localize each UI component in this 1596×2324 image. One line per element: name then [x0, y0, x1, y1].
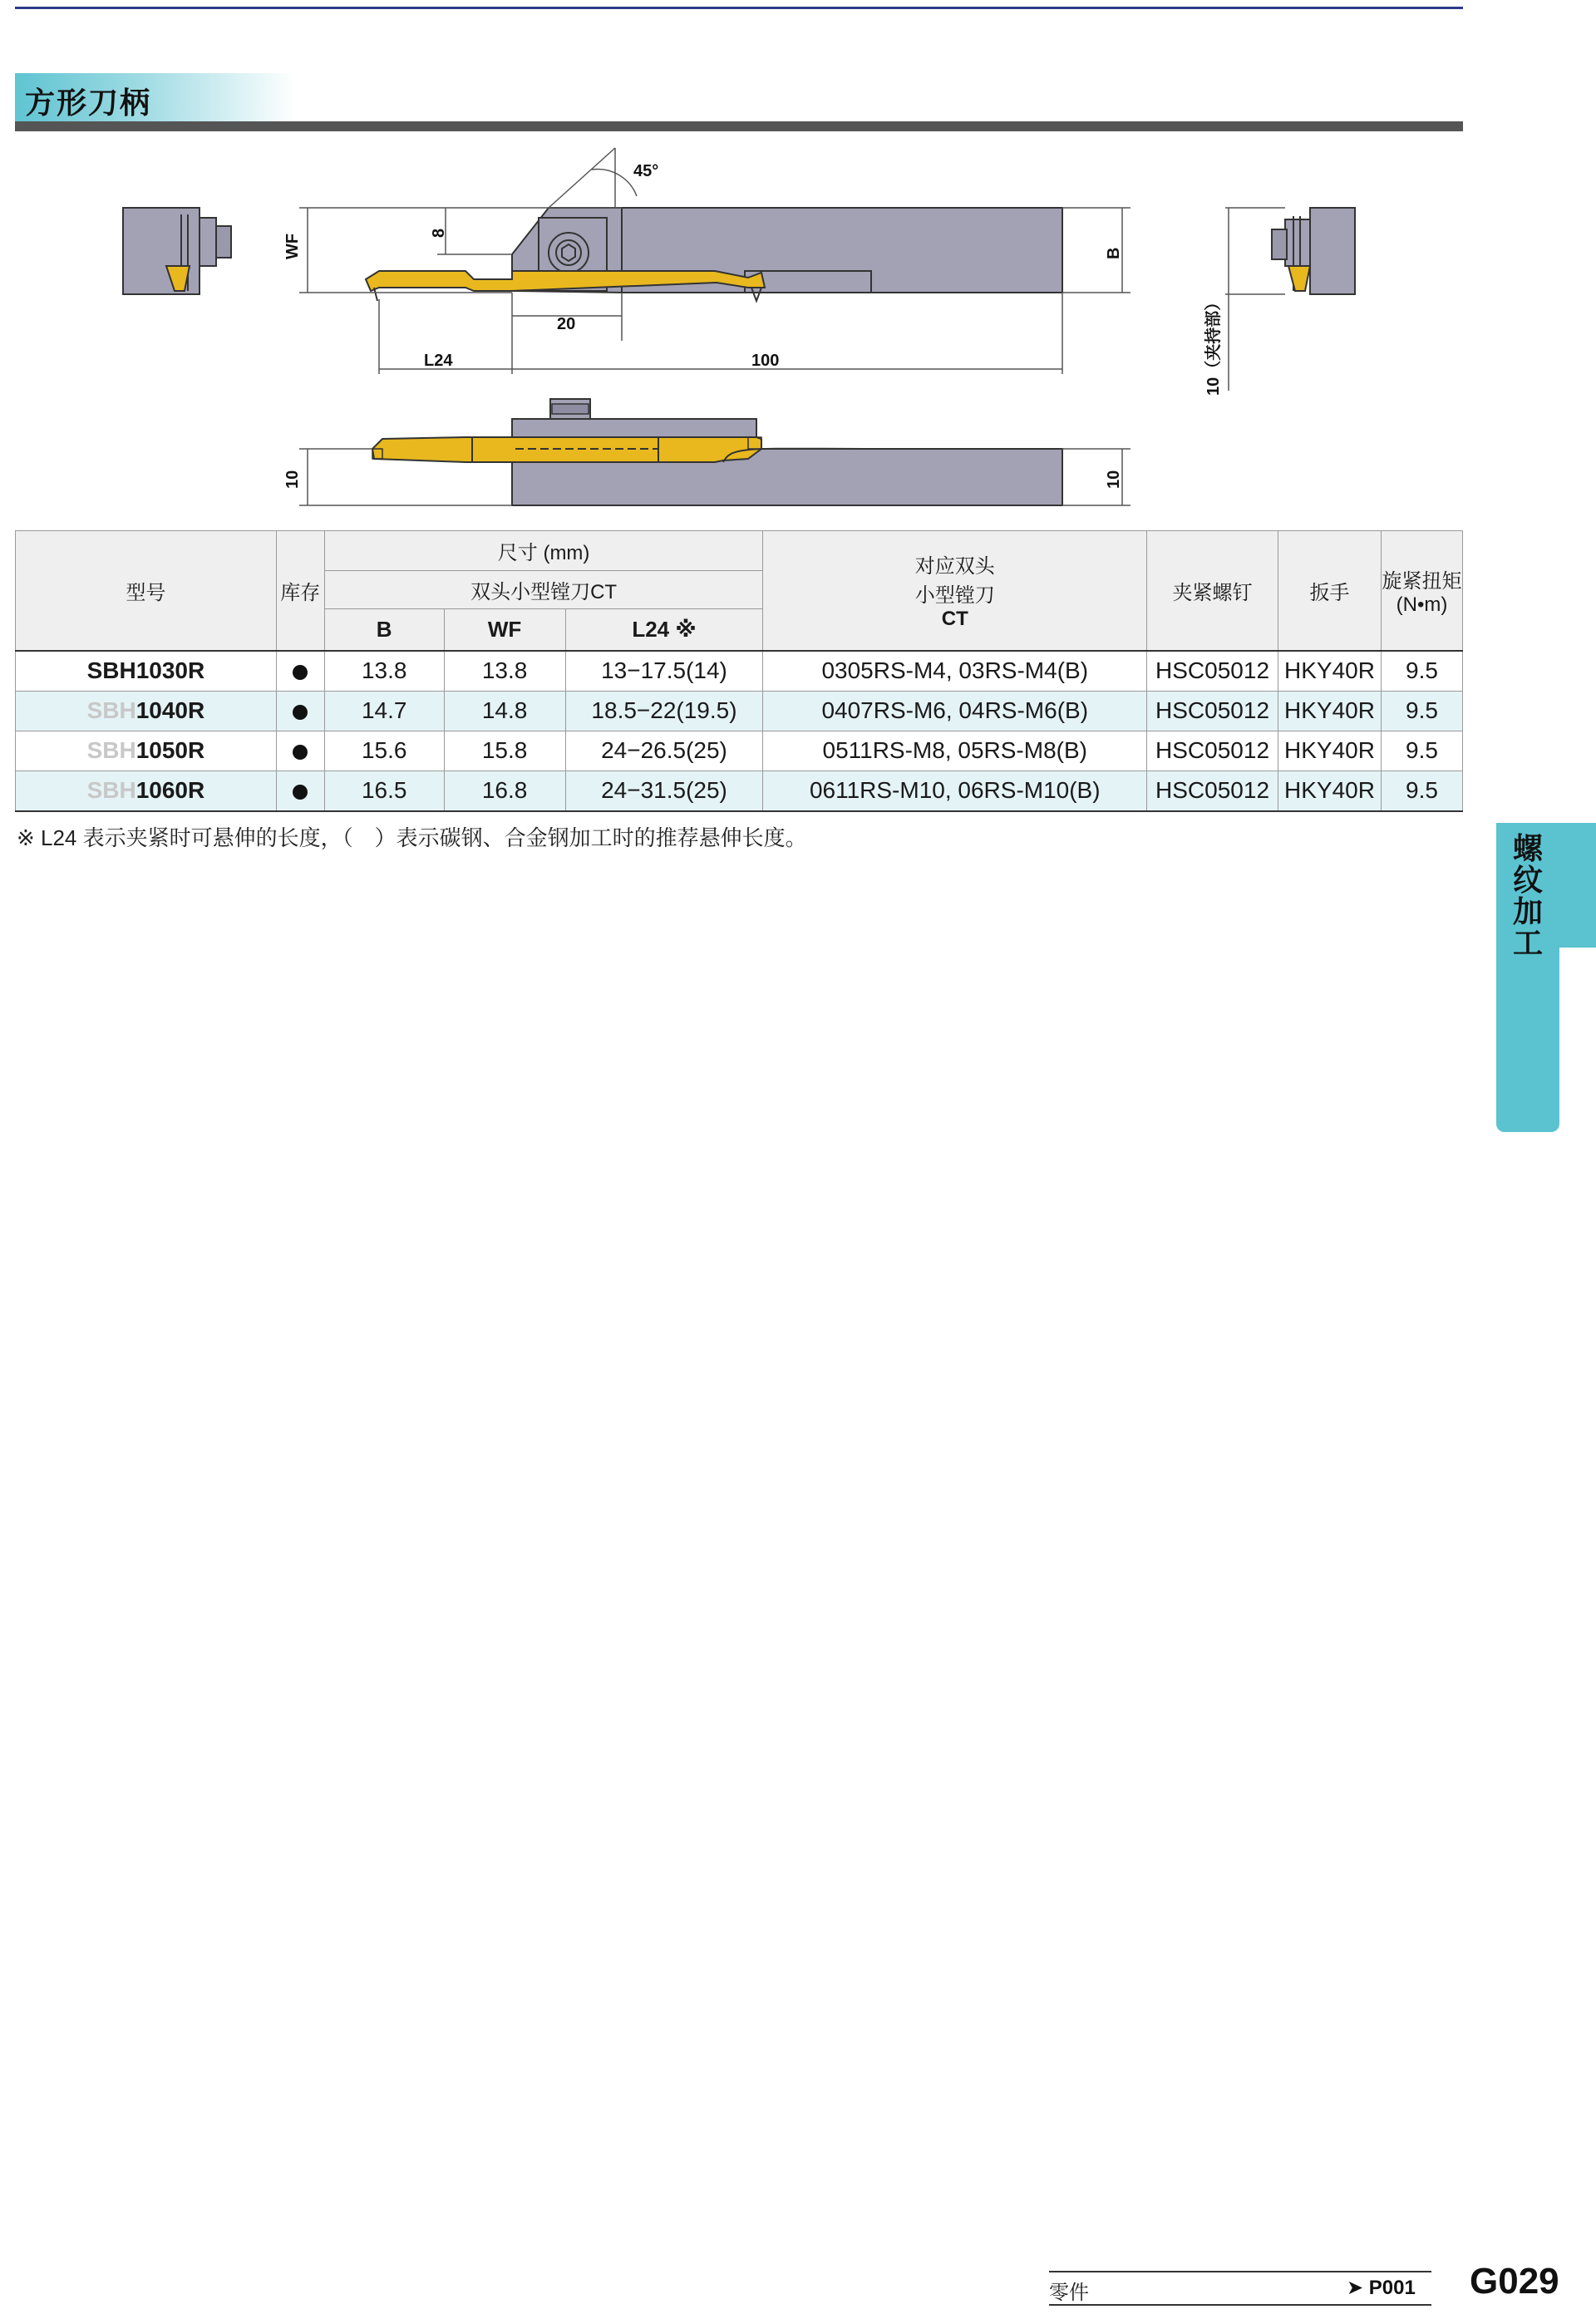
- stock-dot: [293, 665, 308, 680]
- header-model: 型号: [16, 531, 277, 651]
- model-suffix: 1050R: [135, 737, 205, 763]
- dim-ten-left: 10: [283, 470, 302, 489]
- header-ct-line3: CT: [941, 608, 968, 631]
- l24-cell: 18.5−22(19.5): [565, 691, 763, 731]
- ct-cell: 0407RS-M6, 04RS-M6(B): [763, 691, 1147, 731]
- torque-cell: 9.5: [1381, 651, 1462, 692]
- header-ct-line1: 对应双头: [914, 555, 995, 579]
- side-view-main: [299, 148, 1130, 374]
- header-torque-line1: 旋紧扭矩: [1382, 569, 1462, 593]
- stock-dot: [293, 785, 308, 800]
- dim-l24: L24: [424, 352, 453, 370]
- dim-ten-clamp: 10（夹持部）: [1204, 293, 1223, 396]
- model-suffix: 1040R: [135, 697, 205, 723]
- b-cell: 14.7: [324, 691, 444, 731]
- header-wrench: 扳手: [1278, 531, 1382, 651]
- torque-cell: 9.5: [1381, 731, 1462, 771]
- screw-cell: HSC05012: [1147, 771, 1278, 811]
- dim-twenty: 20: [557, 315, 576, 333]
- torque-cell: 9.5: [1381, 771, 1462, 811]
- page-number: G029: [1470, 2261, 1559, 2302]
- dim-wf: WF: [283, 233, 302, 259]
- dim-hundred: 100: [751, 352, 780, 370]
- screw-cell: HSC05012: [1147, 731, 1278, 771]
- header-ct: [763, 531, 1147, 651]
- dim-eight: 8: [430, 228, 448, 238]
- header-torque-line2: (N•m): [1396, 593, 1448, 616]
- dim-b: B: [1105, 247, 1123, 259]
- stock-cell: [276, 651, 324, 692]
- top-view: [299, 399, 1130, 505]
- model-cell: [16, 731, 277, 771]
- header-wf: WF: [444, 609, 565, 651]
- screw-cell: HSC05012: [1147, 651, 1278, 692]
- model-cell: [16, 771, 277, 811]
- header-size-sub: 双头小型镗刀CT: [324, 571, 763, 609]
- header-screw: 夹紧螺钉: [1147, 531, 1278, 651]
- model-prefix: SBH: [86, 657, 136, 683]
- wf-cell: 16.8: [444, 771, 565, 811]
- dim-ten-right: 10: [1105, 470, 1123, 489]
- footer-page-link[interactable]: ➤ P001: [1347, 2277, 1416, 2299]
- model-prefix: SBH: [86, 777, 136, 803]
- table-row: [16, 771, 1463, 811]
- stock-cell: [276, 771, 324, 811]
- header-stock: 库存: [276, 531, 324, 651]
- header-l24: L24 ※: [565, 609, 763, 651]
- wrench-cell: HKY40R: [1278, 731, 1382, 771]
- wf-cell: 13.8: [444, 651, 565, 692]
- model-prefix: SBH: [86, 737, 136, 763]
- end-view-left: [123, 208, 231, 294]
- wrench-cell: HKY40R: [1278, 651, 1382, 692]
- model-suffix: 1030R: [135, 657, 205, 683]
- model-suffix: 1060R: [135, 777, 205, 803]
- l24-cell: 13−17.5(14): [565, 651, 763, 692]
- footnote: ※ L24 表示夹紧时可悬伸的长度，（ ）表示碳钢、合金钢加工时的推荐悬伸长度。: [17, 825, 807, 850]
- l24-cell: 24−26.5(25): [565, 731, 763, 771]
- footer-parts-label: 零件: [1049, 2282, 1089, 2304]
- torque-cell: 9.5: [1381, 691, 1462, 731]
- end-view-right: [1225, 208, 1355, 391]
- dim-angle: 45°: [633, 162, 659, 180]
- stock-dot: [293, 705, 308, 720]
- header-size: 尺寸 (mm): [324, 531, 763, 571]
- wrench-cell: HKY40R: [1278, 771, 1382, 811]
- table-row: [16, 691, 1463, 731]
- header-b: B: [324, 609, 444, 651]
- model-prefix: SBH: [86, 697, 136, 723]
- model-cell: [16, 651, 277, 692]
- wf-cell: 14.8: [444, 691, 565, 731]
- stock-cell: [276, 731, 324, 771]
- b-cell: 16.5: [324, 771, 444, 811]
- table-row: [16, 731, 1463, 771]
- ct-cell: 0511RS-M8, 05RS-M8(B): [763, 731, 1147, 771]
- table-row: [16, 651, 1463, 692]
- model-cell: [16, 691, 277, 731]
- screw-cell: HSC05012: [1147, 691, 1278, 731]
- stock-dot: [293, 745, 308, 760]
- b-cell: 13.8: [324, 651, 444, 692]
- section-title: 方形刀柄: [25, 86, 152, 120]
- l24-cell: 24−31.5(25): [565, 771, 763, 811]
- tool-holder-drawing: [0, 0, 1596, 532]
- header-ct-line2: 小型镗刀: [914, 584, 995, 608]
- wf-cell: 15.8: [444, 731, 565, 771]
- stock-cell: [276, 691, 324, 731]
- ct-cell: 0305RS-M4, 03RS-M4(B): [763, 651, 1147, 692]
- side-tab-label: 螺纹加工: [1512, 831, 1543, 960]
- wrench-cell: HKY40R: [1278, 691, 1382, 731]
- b-cell: 15.6: [324, 731, 444, 771]
- ct-cell: 0611RS-M10, 06RS-M10(B): [763, 771, 1147, 811]
- spec-table: [15, 530, 1463, 812]
- header-torque: [1381, 531, 1462, 651]
